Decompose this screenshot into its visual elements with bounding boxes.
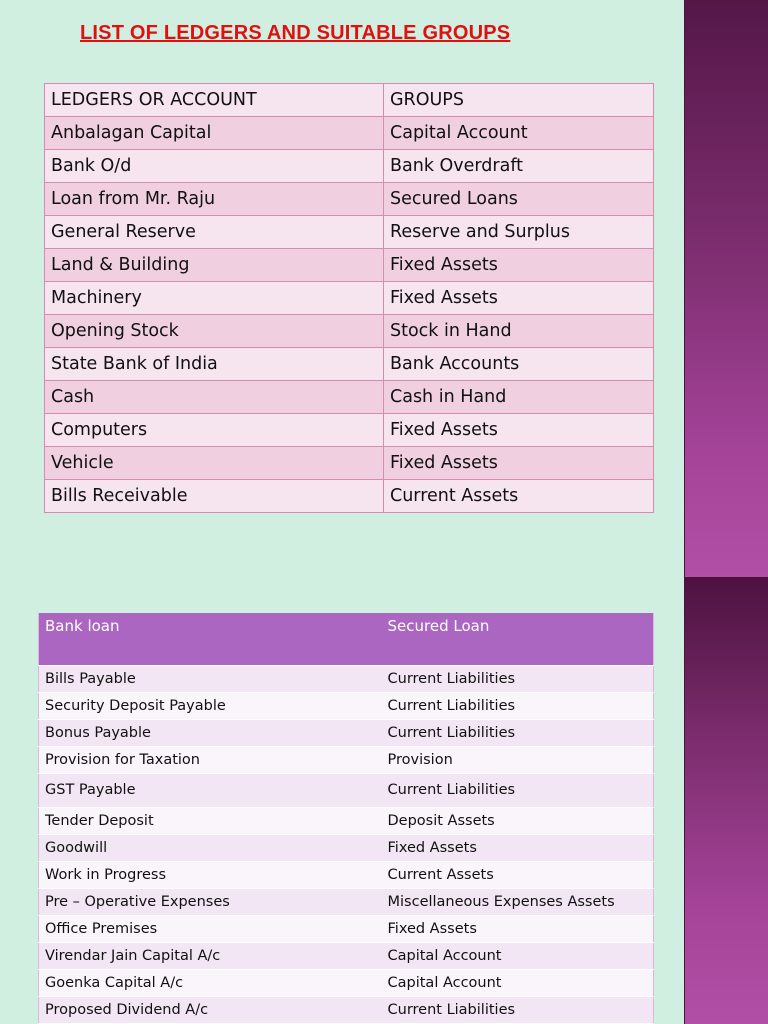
group-cell: Miscellaneous Expenses Assets (382, 888, 654, 915)
group-cell: Fixed Assets (382, 915, 654, 942)
group-cell: Fixed Assets (384, 282, 654, 315)
ledger-cell: Security Deposit Payable (39, 692, 382, 719)
group-cell: Current Liabilities (382, 996, 654, 1023)
table-row (45, 381, 654, 414)
group-cell: Bank Accounts (384, 348, 654, 381)
group-cell: Current Assets (384, 480, 654, 513)
group-cell: Stock in Hand (384, 315, 654, 348)
group-cell: Current Liabilities (382, 773, 654, 807)
ledger-cell: Vehicle (45, 447, 384, 480)
ledger-cell: Machinery (45, 282, 384, 315)
ledger-cell: LEDGERS OR ACCOUNT (45, 84, 384, 117)
ledger-cell: Pre – Operative Expenses (39, 888, 382, 915)
table-header-row (45, 84, 654, 117)
group-cell: Capital Account (384, 117, 654, 150)
ledger-groups-table-2 (38, 613, 654, 1024)
table-row (45, 480, 654, 513)
ledger-cell: Loan from Mr. Raju (45, 183, 384, 216)
ledger-cell: Tender Deposit (39, 807, 382, 834)
group-cell: Fixed Assets (384, 414, 654, 447)
group-cell: Capital Account (382, 969, 654, 996)
table-row (39, 834, 654, 861)
table-row (39, 807, 654, 834)
ledger-cell: Virendar Jain Capital A/c (39, 942, 382, 969)
decorative-sidebar-bottom (684, 577, 768, 1024)
table-header-row (39, 613, 654, 665)
group-cell: Capital Account (382, 942, 654, 969)
ledger-cell: Office Premises (39, 915, 382, 942)
group-cell: Provision (382, 746, 654, 773)
group-cell: Current Liabilities (382, 665, 654, 692)
ledger-cell: Provision for Taxation (39, 746, 382, 773)
table-row (45, 117, 654, 150)
decorative-sidebar-top (684, 0, 768, 577)
table-row (45, 183, 654, 216)
table-row (45, 216, 654, 249)
table-row (39, 773, 654, 807)
ledger-cell: Bills Payable (39, 665, 382, 692)
ledger-cell: Bills Receivable (45, 480, 384, 513)
ledger-cell: Cash (45, 381, 384, 414)
table-row (39, 969, 654, 996)
table-row (45, 348, 654, 381)
table-row (45, 447, 654, 480)
table-row (39, 996, 654, 1023)
table-row (39, 746, 654, 773)
ledger-cell: Computers (45, 414, 384, 447)
group-cell: Fixed Assets (384, 447, 654, 480)
ledger-cell: Bonus Payable (39, 719, 382, 746)
ledger-cell: Goodwill (39, 834, 382, 861)
ledger-cell: Bank O/d (45, 150, 384, 183)
table-row (45, 150, 654, 183)
table-row (45, 282, 654, 315)
table-row (39, 719, 654, 746)
ledger-cell: Proposed Dividend A/c (39, 996, 382, 1023)
ledger-cell: Land & Building (45, 249, 384, 282)
group-cell: GROUPS (384, 84, 654, 117)
ledger-cell: Bank loan (39, 613, 382, 665)
table-row (39, 915, 654, 942)
group-cell: Bank Overdraft (384, 150, 654, 183)
table-row (39, 665, 654, 692)
table-row (39, 888, 654, 915)
group-cell: Secured Loan (382, 613, 654, 665)
group-cell: Reserve and Surplus (384, 216, 654, 249)
page-title: LIST OF LEDGERS AND SUITABLE GROUPS (80, 22, 511, 44)
ledger-cell: Work in Progress (39, 861, 382, 888)
ledger-cell: General Reserve (45, 216, 384, 249)
ledger-cell: State Bank of India (45, 348, 384, 381)
group-cell: Cash in Hand (384, 381, 654, 414)
group-cell: Secured Loans (384, 183, 654, 216)
table-row (45, 249, 654, 282)
ledger-cell: Opening Stock (45, 315, 384, 348)
table-row (45, 414, 654, 447)
group-cell: Fixed Assets (384, 249, 654, 282)
group-cell: Current Liabilities (382, 692, 654, 719)
group-cell: Current Liabilities (382, 719, 654, 746)
table-row (39, 942, 654, 969)
ledger-cell: Anbalagan Capital (45, 117, 384, 150)
ledger-cell: Goenka Capital A/c (39, 969, 382, 996)
table-row (39, 861, 654, 888)
group-cell: Current Assets (382, 861, 654, 888)
group-cell: Deposit Assets (382, 807, 654, 834)
ledger-groups-table (44, 83, 654, 513)
group-cell: Fixed Assets (382, 834, 654, 861)
table-row (39, 692, 654, 719)
ledger-cell: GST Payable (39, 773, 382, 807)
table-row (45, 315, 654, 348)
